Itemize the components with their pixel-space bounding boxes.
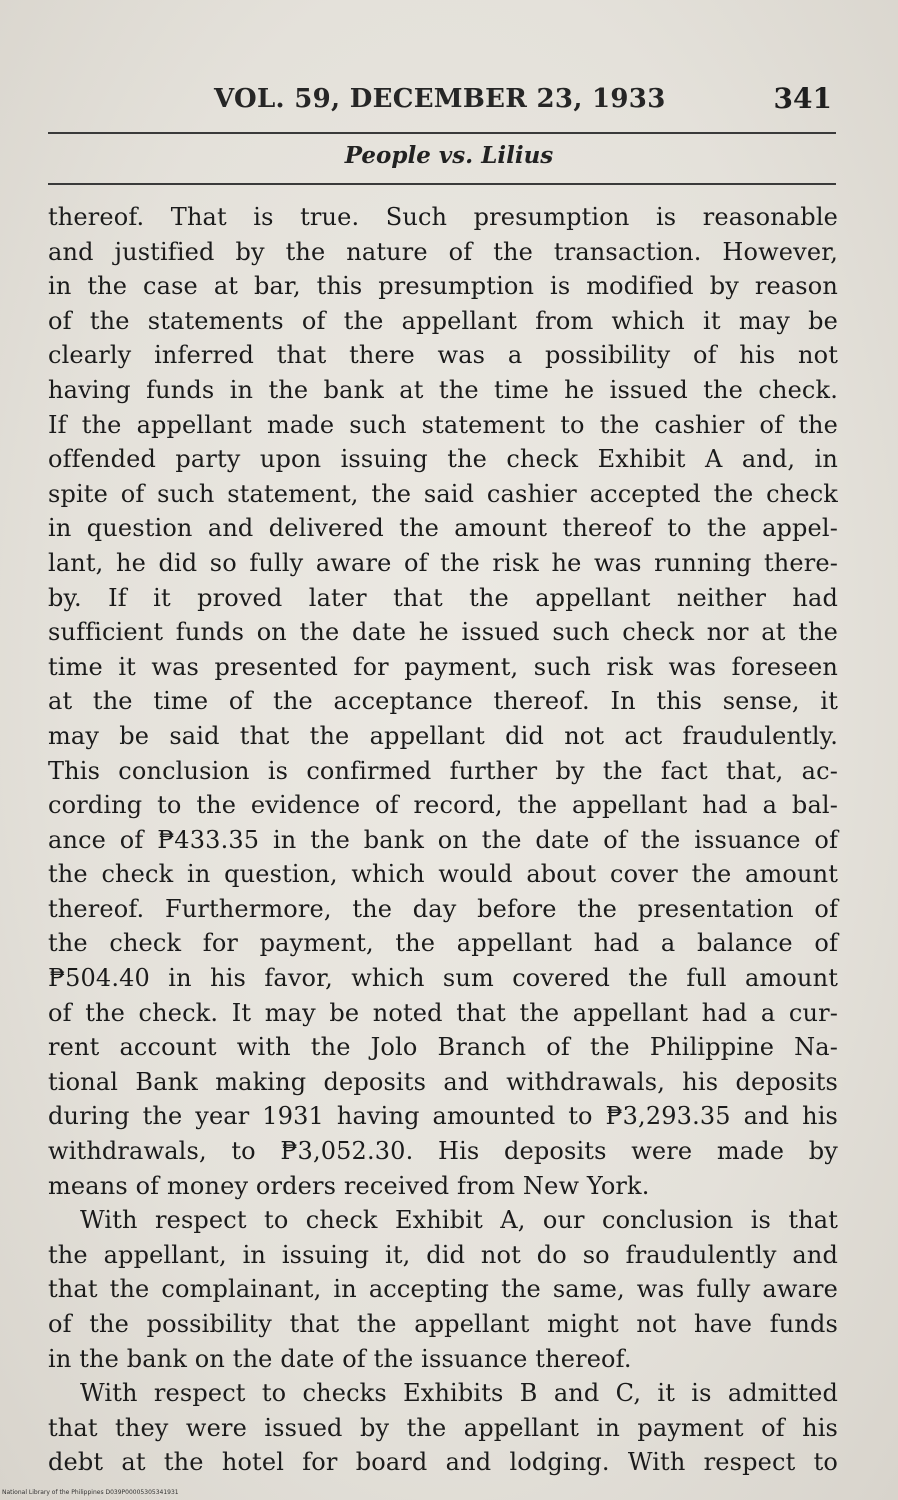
text-line: clearly inferred that there was a possibility of his not (48, 341, 838, 370)
text-line: With respect to checks Exhibits B and C, it is admitted (80, 1379, 838, 1408)
header-rule-bottom (48, 183, 836, 185)
text-line: ₱504.40 in his favor, which sum covered the full amount (48, 964, 838, 993)
text-line: ance of ₱433.35 in the bank on the date of the issuance of (48, 825, 838, 854)
text-line: may be said that the appellant did not act fraudulently. (48, 721, 838, 750)
text-line: lant, he did so fully aware of the risk he was running there- (48, 548, 838, 577)
body-text (48, 200, 838, 1480)
text-line: in the bank on the date of the issuance thereof. (48, 1344, 632, 1373)
text-line: means of money orders received from New York. (48, 1171, 650, 1200)
text-line: tional Bank making deposits and withdrawals, his deposits (48, 1067, 838, 1096)
text-line: in the case at bar, this presumption is modified by reason (48, 272, 838, 301)
text-line: rent account with the Jolo Branch of the Philippine Na- (48, 1033, 838, 1062)
text-line: spite of such statement, the said cashier accepted the check (48, 479, 838, 508)
text-line: of the possibility that the appellant might not have funds (48, 1310, 838, 1338)
text-line: by. If it proved later that the appellant neither had (48, 583, 838, 612)
text-line: having funds in the bank at the time he issued the check. (48, 375, 838, 404)
text-line: sufficient funds on the date he issued such check nor at the (48, 618, 838, 647)
text-line: at the time of the acceptance thereof. In this sense, it (48, 687, 838, 716)
paragraph-2 (48, 1203, 838, 1376)
page-header (48, 82, 838, 122)
text-line: that they were issued by the appellant in payment of his (48, 1413, 838, 1442)
text-line: time it was presented for payment, such risk was foreseen (48, 652, 838, 681)
text-line: the check in question, which would about cover the amount (48, 860, 838, 889)
text-line: If the appellant made such statement to the cashier of the (48, 410, 838, 439)
paragraph-3 (48, 1376, 838, 1480)
text-line: of the check. It may be noted that the appellant had a cur- (48, 998, 838, 1027)
text-line: With respect to check Exhibit A, our conclusion is that (80, 1206, 838, 1235)
paragraph-1 (48, 200, 838, 1203)
case-title: People vs. Lilius (344, 142, 554, 169)
text-line: offended party upon issuing the check Exhibit A and, in (48, 445, 838, 474)
text-line: debt at the hotel for board and lodging. With respect to (48, 1448, 838, 1477)
text-line: withdrawals, to ₱3,052.30. His deposits were made by (48, 1137, 838, 1166)
running-head: VOL. 59, DECEMBER 23, 1933 (214, 84, 666, 114)
header-rule-top (48, 132, 836, 134)
text-line: the check for payment, the appellant had a balance of (48, 929, 838, 958)
text-line: cording to the evidence of record, the appellant had a bal- (48, 791, 838, 820)
text-line: during the year 1931 having amounted to ₱3,293.35 and his (48, 1102, 838, 1131)
text-line: of the statements of the appellant from which it may be (48, 306, 838, 335)
text-line: and justified by the nature of the transaction. However, (48, 237, 838, 266)
text-line: that the complainant, in accepting the same, was fully aware (48, 1275, 838, 1304)
text-line: in question and delivered the amount thereof to the appel- (48, 514, 838, 543)
text-line: thereof. That is true. Such presumption is reasonable (48, 203, 838, 231)
text-line: the appellant, in issuing it, did not do so fraudulently and (48, 1240, 838, 1269)
page-number: 341 (773, 82, 832, 115)
text-line: This conclusion is confirmed further by the fact that, ac- (48, 756, 838, 785)
scan-footer-note: National Library of the Philippines D039P00005305341931 (2, 1489, 179, 1496)
text-line: thereof. Furthermore, the day before the presentation of (48, 894, 838, 923)
